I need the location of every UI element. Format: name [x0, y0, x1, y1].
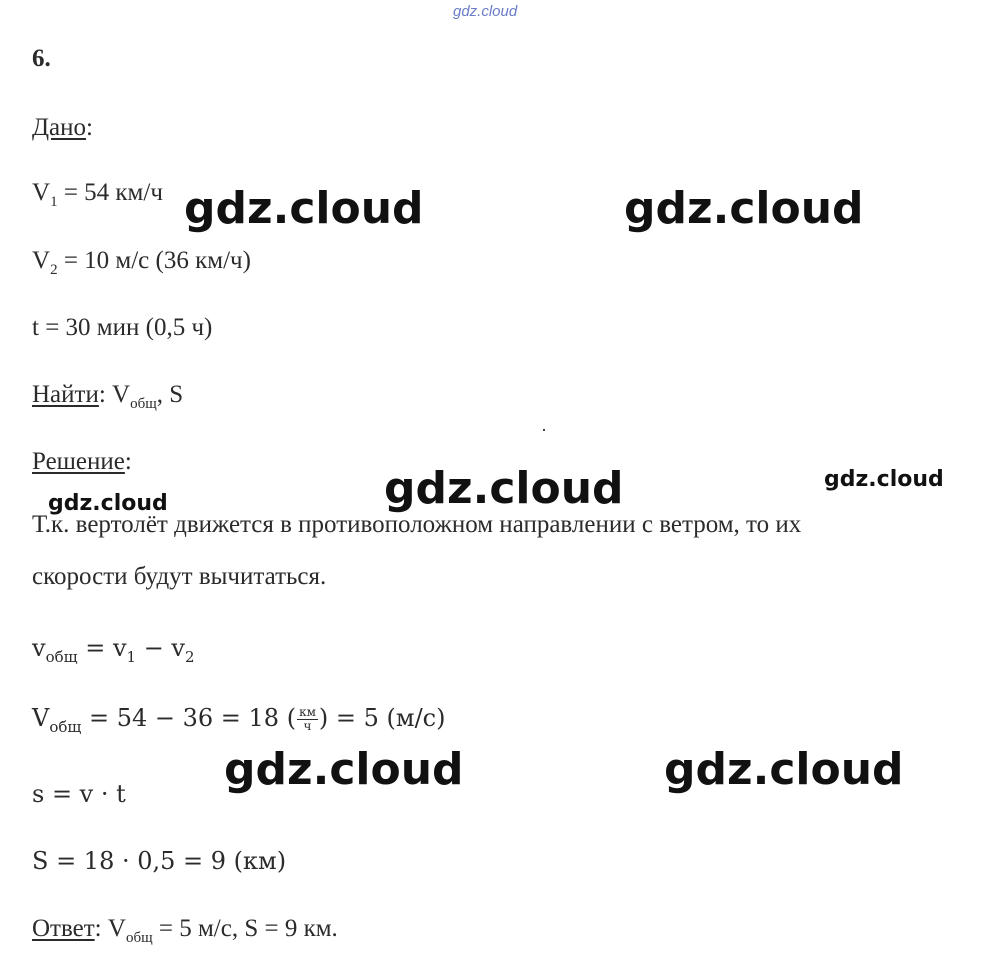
watermark-1: gdz.cloud — [184, 183, 424, 234]
watermark-6: gdz.cloud — [224, 744, 464, 795]
solution-text-2: скорости будут вычитаться. — [32, 563, 327, 590]
answer-label: Ответ — [32, 915, 95, 942]
watermark-5: gdz.cloud — [48, 491, 168, 516]
equation-1: $v_{общ} = v_1 - v_2$ — [32, 634, 195, 666]
find-line: Найти: $V_{общ}$, S — [32, 381, 184, 412]
given-t: t = 30 мин (0,5 ч) — [32, 314, 213, 341]
problem-number: 6. — [32, 45, 51, 72]
find-label: Найти — [32, 381, 99, 408]
fraction-km-h: $\frac{км}{ч}$ — [299, 705, 316, 733]
equation-3: s = v · t — [32, 780, 126, 808]
equation-4: S = 18 · 0,5 = 9 (км) — [32, 847, 287, 875]
watermark-7: gdz.cloud — [664, 744, 904, 795]
given-v2: $V_2 = 10$ м/с (36 км/ч) — [32, 247, 251, 278]
given-v1: $V_1 = 54$ км/ч — [32, 179, 163, 210]
given-label: Дано — [32, 114, 87, 141]
watermark-4: gdz.cloud — [824, 467, 944, 492]
dot-mark — [543, 429, 545, 431]
watermark-3: gdz.cloud — [384, 463, 624, 514]
solution-label: Решение — [32, 448, 125, 475]
solution-text-1: Т.к. вертолёт движется в противоположном направлении с ветром, то их — [32, 511, 802, 538]
solution-heading: Решение: — [32, 448, 132, 475]
answer-line: Ответ: $V_{общ} = 5$ м/с, S = 9 км. — [32, 915, 338, 946]
watermark-top: gdz.cloud — [453, 3, 518, 20]
equation-2: $V_{общ} = 54 - 36 = 18$ ( $\frac{км}{ч}$ ) = 5 (м/с) — [32, 704, 446, 736]
watermark-2: gdz.cloud — [624, 183, 864, 234]
given-heading: Дано: — [32, 114, 93, 141]
